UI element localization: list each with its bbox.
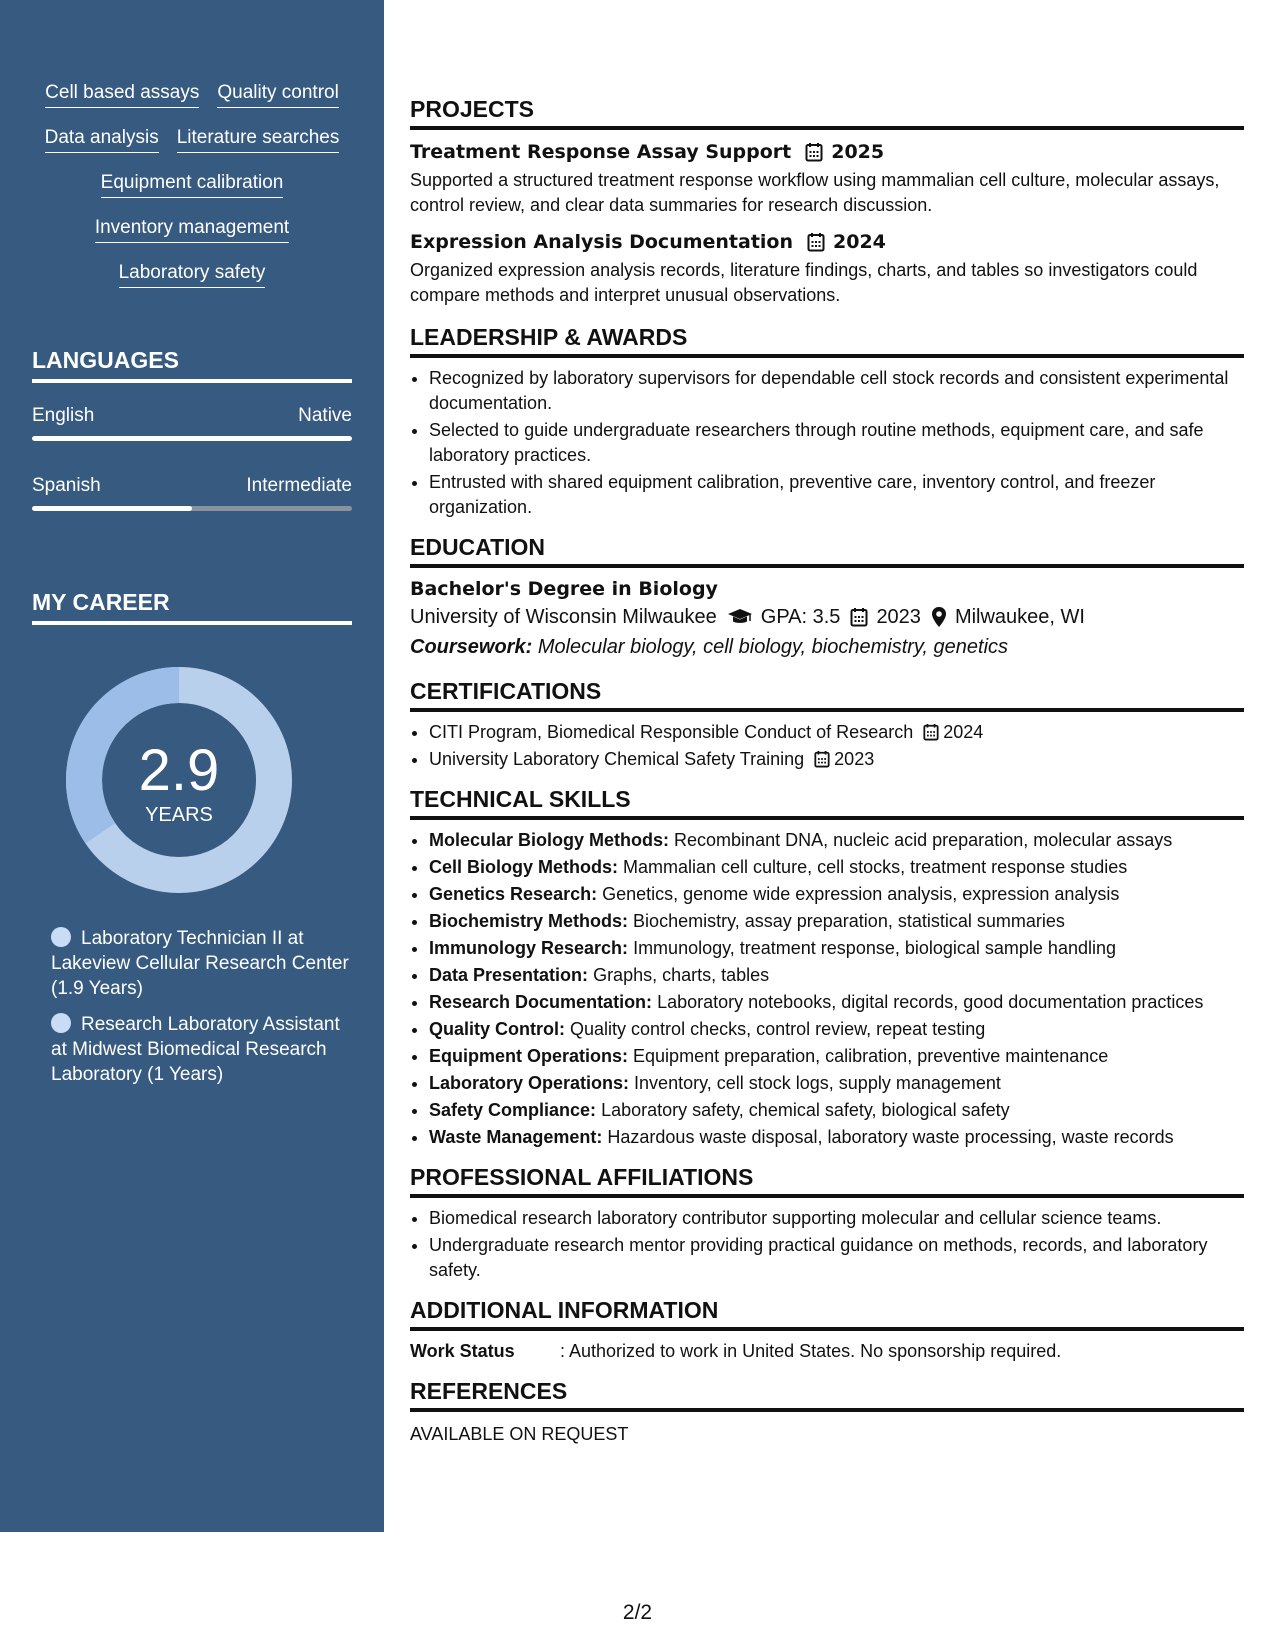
gpa: GPA: 3.5 — [760, 606, 841, 628]
skill-item: • Biochemistry Methods: Biochemistry, assay preparation, statistical summaries — [429, 909, 1244, 934]
language-spanish — [32, 475, 352, 511]
skill-tag: Equipment calibration — [101, 172, 284, 198]
skill-item: • Genetics Research: Genetics, genome wide expression analysis, expression analysis — [429, 882, 1244, 907]
skill-row — [32, 127, 352, 172]
work-status — [410, 1339, 1244, 1364]
language-name: English — [32, 405, 95, 426]
project-description: Supported a structured treatment response workflow using mammalian cell culture, molecular assays, control review, and clear data summaries for research discussion. — [410, 170, 1220, 215]
language-level: Intermediate — [246, 475, 352, 496]
project-title: Expression Analysis Documentation 2024 — [410, 231, 886, 253]
project-title: Treatment Response Assay Support 2025 — [410, 141, 885, 163]
skill-tag: Quality control — [217, 82, 338, 108]
skill-item: • Data Presentation: Graphs, charts, tables — [429, 963, 1244, 988]
affiliations-list — [410, 1206, 1244, 1283]
career-donut-chart — [66, 667, 292, 893]
graduation-cap-icon — [727, 608, 753, 626]
calendar-icon — [850, 607, 868, 627]
skills-cloud — [32, 82, 352, 307]
calendar-icon — [805, 142, 823, 162]
skill-tag: Data analysis — [45, 127, 159, 153]
skill-tag: Literature searches — [177, 127, 340, 153]
work-status-value: : Authorized to work in United States. No sponsorship required. — [560, 1341, 1062, 1361]
career-item: Research Laboratory Assistant at Midwest Biomedical Research Laboratory (1 Years) — [51, 1014, 340, 1085]
projects-heading: PROJECTS — [410, 96, 1244, 130]
career-item: Laboratory Technician II at Lakeview Cellular Research Center (1.9 Years) — [51, 928, 349, 999]
skill-item: • Cell Biology Methods: Mammalian cell culture, cell stocks, treatment response studies — [429, 855, 1244, 880]
skill-tag: Inventory management — [95, 217, 289, 243]
work-status-label: Work Status — [410, 1341, 515, 1361]
list-item: • Undergraduate research mentor providing practical guidance on methods, records, and laboratory safety. — [429, 1233, 1244, 1283]
language-bar-fill — [32, 436, 352, 441]
skill-row — [32, 217, 352, 262]
skill-item: • Molecular Biology Methods: Recombinant DNA, nucleic acid preparation, molecular assays — [429, 828, 1244, 853]
list-item: • CITI Program, Biomedical Responsible Conduct of Research 2024 — [429, 720, 1244, 745]
languages-heading: LANGUAGES — [32, 347, 352, 383]
list-item: • University Laboratory Chemical Safety Training 2023 — [429, 747, 1244, 772]
project-description: Organized expression analysis records, literature findings, charts, and tables so investigators could compare methods and interpret unusual observations. — [410, 260, 1198, 305]
location-pin-icon — [931, 606, 947, 628]
additional-info-heading: ADDITIONAL INFORMATION — [410, 1297, 1244, 1331]
education-heading: EDUCATION — [410, 534, 1244, 568]
list-item: • Entrusted with shared equipment calibration, preventive care, inventory control, and freezer organization. — [429, 470, 1244, 520]
affiliations-heading: PROFESSIONAL AFFILIATIONS — [410, 1164, 1244, 1198]
location: Milwaukee, WI — [954, 606, 1085, 628]
career-heading: MY CAREER — [32, 589, 352, 625]
skill-row — [32, 82, 352, 127]
degree-title: Bachelor's Degree in Biology — [410, 578, 718, 600]
page-number: 2/2 — [622, 1601, 653, 1624]
skill-item: • Laboratory Operations: Inventory, cell stock logs, supply management — [429, 1071, 1244, 1096]
calendar-icon — [923, 723, 939, 741]
career-dot-icon — [51, 1013, 71, 1033]
skill-row — [32, 262, 352, 307]
skill-item: • Immunology Research: Immunology, treatment response, biological sample handling — [429, 936, 1244, 961]
graduation-year: 2023 — [876, 606, 921, 628]
certifications-list — [410, 720, 1244, 772]
career-total: 2.9 — [138, 738, 220, 803]
main-content — [410, 96, 1244, 1447]
skill-tag: Laboratory safety — [119, 262, 266, 288]
skill-item: • Waste Management: Hazardous waste disposal, laboratory waste processing, waste records — [429, 1125, 1244, 1150]
school-name: University of Wisconsin Milwaukee — [410, 606, 717, 628]
skill-item: • Quality Control: Quality control checks, control review, repeat testing — [429, 1017, 1244, 1042]
career-unit: YEARS — [145, 804, 213, 826]
language-bar — [32, 506, 352, 511]
language-level: Native — [298, 405, 352, 426]
career-dot-icon — [51, 927, 71, 947]
sidebar — [0, 0, 384, 1532]
list-item: • Recognized by laboratory supervisors for dependable cell stock records and consistent experimental documentation. — [429, 366, 1244, 416]
references-heading: REFERENCES — [410, 1378, 1244, 1412]
calendar-icon — [807, 232, 825, 252]
technical-skills-heading: TECHNICAL SKILLS — [410, 786, 1244, 820]
calendar-icon — [814, 750, 830, 768]
list-item: • Selected to guide undergraduate researchers through routine methods, equipment care, and safe laboratory practices. — [429, 418, 1244, 468]
skill-item: • Research Documentation: Laboratory notebooks, digital records, good documentation practices — [429, 990, 1244, 1015]
certifications-heading: CERTIFICATIONS — [410, 678, 1244, 712]
language-bar — [32, 436, 352, 441]
leadership-heading: LEADERSHIP & AWARDS — [410, 324, 1244, 358]
language-name: Spanish — [32, 475, 101, 496]
technical-skills-list — [410, 828, 1244, 1150]
leadership-list — [410, 366, 1244, 520]
language-bar-fill — [32, 506, 192, 511]
skill-item: • Safety Compliance: Laboratory safety, chemical safety, biological safety — [429, 1098, 1244, 1123]
skill-item: • Equipment Operations: Equipment preparation, calibration, preventive maintenance — [429, 1044, 1244, 1069]
coursework: Coursework: Molecular biology, cell biology, biochemistry, genetics — [410, 636, 1009, 658]
references-text: AVAILABLE ON REQUEST — [410, 1424, 629, 1444]
skill-row — [32, 172, 352, 217]
career-list — [51, 926, 351, 1098]
skill-tag: Cell based assays — [45, 82, 199, 108]
language-english — [32, 405, 352, 441]
list-item: • Biomedical research laboratory contributor supporting molecular and cellular science teams. — [429, 1206, 1244, 1231]
education-details — [410, 602, 1244, 632]
